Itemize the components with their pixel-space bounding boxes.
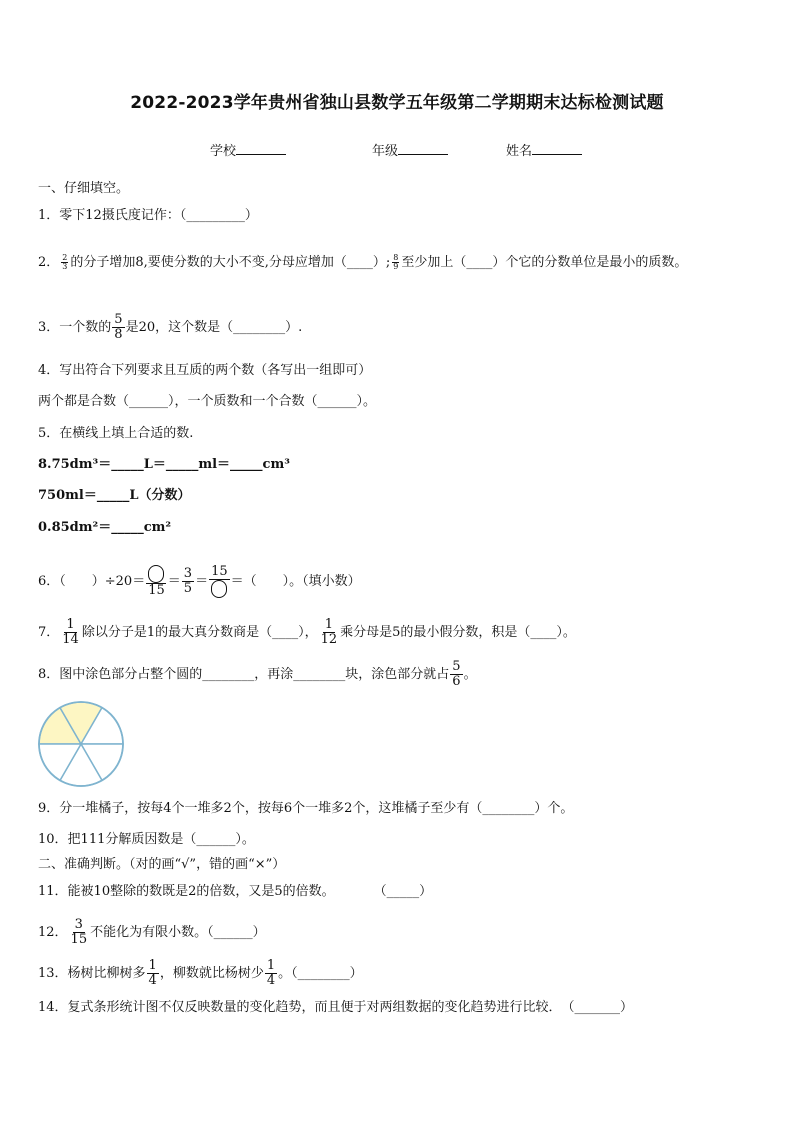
question-8: 8．图中涂色部分占整个圆的________，再涂________块，涂色部分就占 $\frac{5}{6}$ 。 [38,659,477,689]
question-6: 6．（ ）÷20＝ 15 ＝ $\frac{3}{5}$ ＝ 15 ＝（ ）。（填小数） [38,564,361,598]
question-9: 9．分一堆橘子，按每4个一堆多2个，按每6个一堆多2个，这堆橘子至少有（________）个。 [38,801,574,816]
fraction: $\frac{5}{8}$ [114,312,123,342]
school-label: 学校 [210,144,237,159]
school-field [210,140,286,159]
fraction: $\frac{3}{5}$ [183,566,193,596]
question-13: 13．杨树比柳树多 $\frac{1}{4}$ ，柳数就比杨树少 $\frac{1}{4}$ 。（________） [38,958,363,988]
question-1: 1．零下12摄氏度记作：（_________） [38,208,258,223]
name-field [506,140,582,159]
question-14: 14．复式条形统计图不仅反映数量的变化趋势，而且便于对两组数据的变化趋势进行比较． （_______） [38,1000,634,1015]
question-2: 2． $\frac{2}{3}$ 的分子增加8,要使分数的大小不变,分母应增加（____）; $\frac{8}{9}$ 至少加上（____）个它的分数单位是最小的质数。 [38,253,688,271]
answer-paren[interactable] [148,565,164,583]
question-10: 10．把111分解质因数是（______）。 [38,832,255,847]
fraction: 15 [209,565,230,598]
fraction: $\frac{5}{6}$ [452,659,461,689]
question-3: 3．一个数的 $\frac{5}{8}$ 是20，这个数是（________）. [38,312,303,342]
fraction: $\frac{1}{14}$ [62,617,79,647]
page-title: 2022-2023学年贵州省独山县数学五年级第二学期期末达标检测试题 [130,93,664,113]
question-5-line-a: 8.75dm³＝_____L＝_____ml＝_____cm³ [38,457,290,472]
question-5-line-c: 0.85dm²＝_____cm² [38,520,172,535]
answer-paren[interactable] [211,580,227,598]
grade-blank[interactable] [398,142,448,155]
section-1-heading: 一、仔细填空。 [38,181,130,196]
grade-label: 年级 [372,144,399,159]
name-label: 姓名 [506,144,533,159]
grade-field [372,140,448,159]
name-blank[interactable] [532,142,582,155]
fraction: $\frac{2}{3}$ [62,253,68,271]
question-7: 7． $\frac{1}{14}$ 除以分子是1的最大真分数商是（____）， $\frac{1}{12}$ 乘分母是5的最小假分数，积是（____）。 [38,617,576,647]
question-12: 12． $\frac{3}{15}$ 不能化为有限小数。（______） [38,917,266,947]
question-4-prompt: 4．写出符合下列要求且互质的两个数（各写出一组即可） [38,363,372,378]
fraction: $\frac{1}{4}$ [266,958,276,988]
fraction: $\frac{1}{4}$ [148,958,157,988]
question-5-prompt: 5．在横线上填上合适的数. [38,426,194,441]
pie-circle-svg [36,699,126,789]
fraction: 15 [146,565,167,598]
pie-figure [36,699,126,789]
section-2-heading: 二、准确判断。（对的画“√”，错的画“×”） [38,857,286,872]
fraction: $\frac{8}{9}$ [393,253,399,271]
school-blank[interactable] [236,142,286,155]
fraction: $\frac{3}{15}$ [70,917,88,947]
question-11: 11．能被10整除的数既是2的倍数，又是5的倍数。 （_____） [38,884,433,899]
question-5-line-b: 750ml＝_____L（分数） [38,488,191,503]
fraction: $\frac{1}{12}$ [320,617,338,647]
question-4-body: 两个都是合数（______），一个质数和一个合数（______）。 [38,394,377,409]
